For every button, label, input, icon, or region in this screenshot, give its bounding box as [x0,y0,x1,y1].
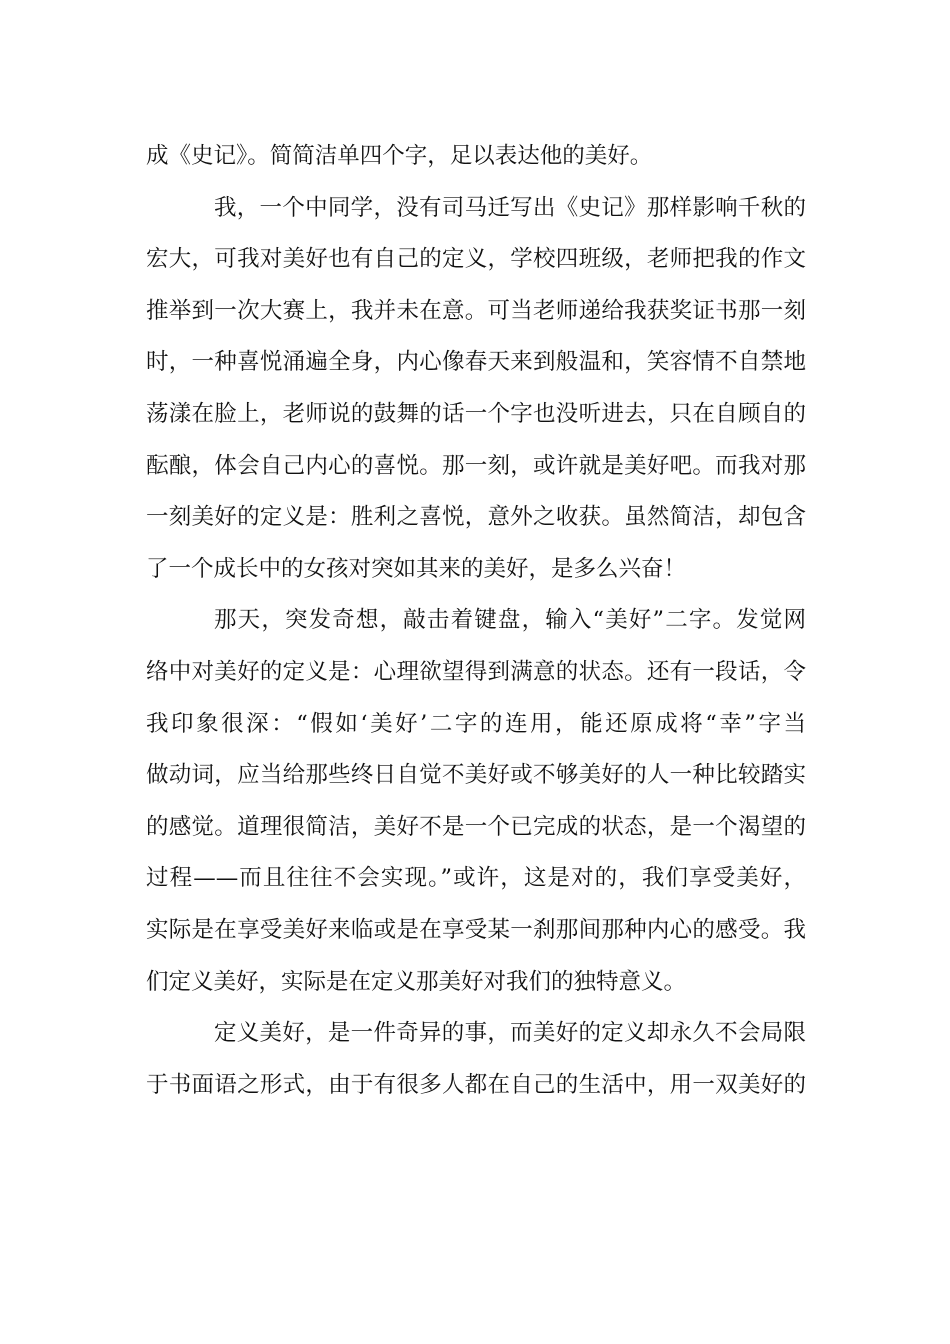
text-line: 实际是在享受美好来临或是在享受某一刹那间那种内心的感受。我 [146,916,806,943]
text-line: 我印象很深：“假如‘美好’二字的连用，能还原成将“幸”字当 [146,710,806,737]
text-line: 们定义美好，实际是在定义那美好对我们的独特意义。 [146,968,687,995]
text-line: 荡漾在脸上，老师说的鼓舞的话一个字也没听进去，只在自顾自的 [146,400,806,427]
text-line: 了一个成长中的女孩对突如其来的美好，是多么兴奋！ [146,555,687,582]
text-line: 做动词，应当给那些终日自觉不美好或不够美好的人一种比较踏实 [146,762,806,789]
text-line: 酝酿，体会自己内心的喜悦。那一刻，或许就是美好吧。而我对那 [146,452,806,479]
text-line: 于书面语之形式，由于有很多人都在自己的生活中，用一双美好的 [146,1071,806,1098]
text-line: 我，一个中同学，没有司马迁写出《史记》那样影响千秋的 [214,194,806,221]
text-line: 络中对美好的定义是：心理欲望得到满意的状态。还有一段话，令 [146,658,806,685]
text-line: 时，一种喜悦涌遍全身，内心像春天来到般温和，笑容情不自禁地 [146,349,806,376]
text-line: 的感觉。道理很简洁，美好不是一个已完成的状态，是一个渴望的 [146,813,806,840]
text-line: 一刻美好的定义是：胜利之喜悦，意外之收获。虽然简洁，却包含 [146,504,806,531]
text-line: 定义美好，是一件奇异的事，而美好的定义却永久不会局限 [214,1020,806,1047]
text-line: 那天，突发奇想，敲击着键盘，输入“美好”二字。发觉网 [214,607,806,634]
text-line: 推举到一次大赛上，我并未在意。可当老师递给我获奖证书那一刻 [146,297,806,324]
text-line: 宏大，可我对美好也有自己的定义，学校四班级，老师把我的作文 [146,246,806,273]
body-text [146,131,806,1111]
text-line: 过程——而且往往不会实现。”或许，这是对的，我们享受美好， [146,865,806,892]
text-line: 成《史记》。简简洁单四个字，足以表达他的美好。 [146,143,653,169]
